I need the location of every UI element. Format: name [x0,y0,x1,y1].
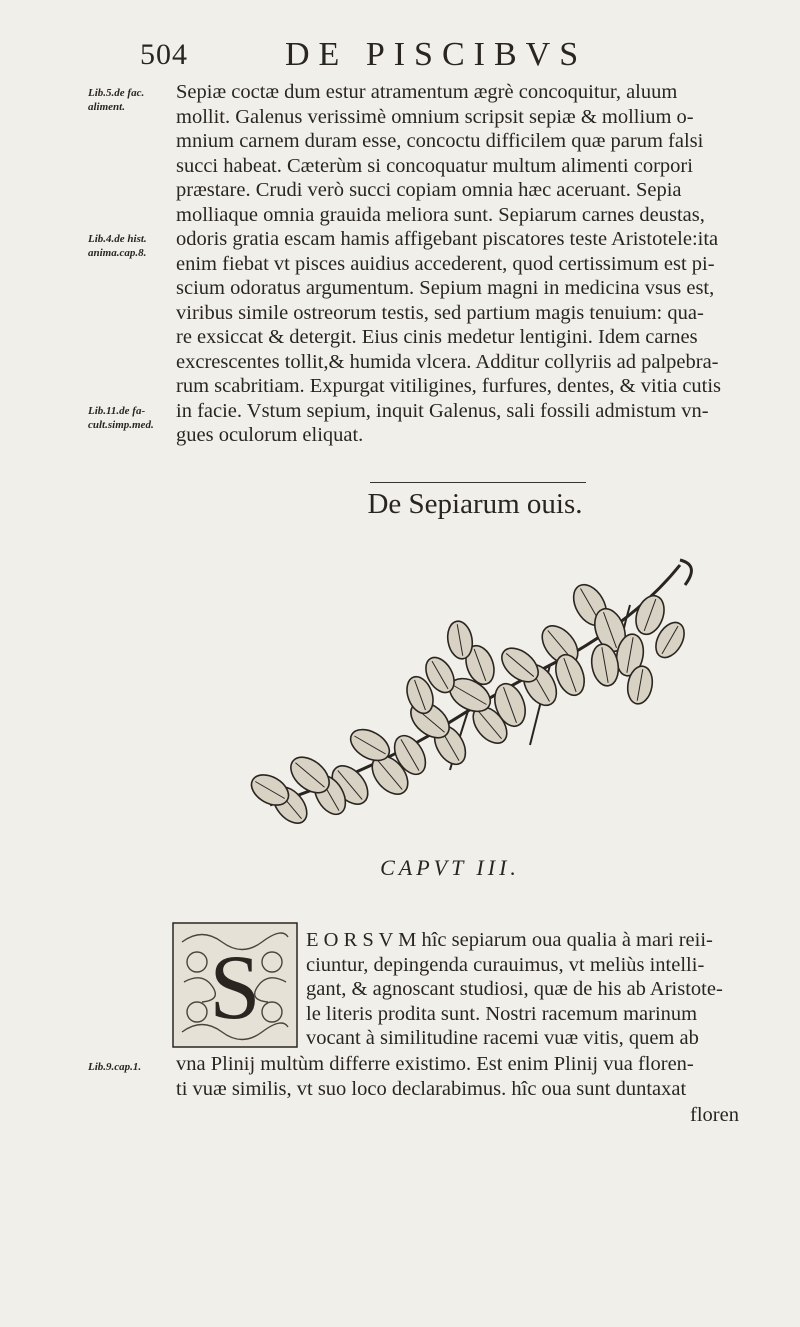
page-header [140,36,700,76]
section-rule [370,482,586,483]
text-line: E O R S V M hîc sepiarum oua qualia à mari reii- [306,929,713,951]
text-line: Sepiæ coctæ dum estur atramentum ægrè concoquitur, aluum [176,81,678,103]
text-line: molliaque omnia grauida meliora sunt. Sepiarum carnes deustas, [176,203,705,226]
text-line: in facie. Vstum sepium, inquit Galenus, sali fossili admistum vn- [176,399,709,422]
chapter-paragraph [306,928,766,1051]
text-line: re exsiccat & detergit. Eius cinis medetur lentigini. Idem carnes [176,326,698,348]
catchword: floren [690,1104,739,1126]
chapter-paragraph-continued [176,1052,756,1101]
margin-note: Lib.5.de fac. aliment. [88,87,145,113]
text-line: succi habeat. Cæterùm si concoquatur multum alimenti corpori [176,154,693,177]
text-line: rum scabritiam. Expurgat vitiligines, furfures, dentes, & vitia cutis [176,375,722,397]
margin-note: Lib.11.de fa- cult.simp.med. [88,405,154,431]
text-line: præstare. Crudi verò succi copiam omnia hæc aceruant. Sepia [176,179,682,201]
text-line: ciuntur, depingenda curauimus, vt meliùs intelli- [306,953,705,976]
margin-note: Lib.9.cap.1. [88,1061,142,1073]
section-title: De Sepiarum ouis. [367,488,583,520]
text-line: viribus simile ostreorum testis, sed partium magis tenuium: qua- [176,301,704,324]
text-line: scium odoratus argumentum. Sepium magni in medicina vsus est, [176,277,715,299]
text-line: ti vuæ similis, vt suo loco declarabimus. hîc oua sunt duntaxat [176,1077,687,1100]
margin-note: Lib.4.de hist. anima.cap.8. [88,233,147,259]
text-line: mnium carnem duram esse, concoctu difficilem quæ parum falsi [176,130,704,152]
text-line: odoris gratia escam hamis affigebant piscatores teste Aristotele:ita [176,228,719,250]
text-line: gant, & agnoscant studiosi, quæ de his ab Aristote- [306,978,723,1000]
running-title: DE PISCIBVS [285,36,588,73]
text-line: gues oculorum eliquat. [176,424,364,446]
text-line: vna Plinij multùm differre existimo. Est enim Plinij vua floren- [176,1053,694,1075]
text-line: le literis prodita sunt. Nostri racemum marinum [306,1002,698,1025]
text-line: enim fiebat vt pisces auidius accederent, quod certissimum est pi- [176,252,715,275]
page-number: 504 [140,38,188,71]
chapter-heading: CAPVT III. [380,855,520,880]
decorated-initial [172,922,298,1048]
body-paragraph [176,80,756,448]
sepia-eggs-illustration [210,545,710,845]
initial-letter: S [209,936,261,1038]
text-line: mollit. Galenus verissimè omnium scripsit sepiæ & mollium o- [176,105,694,128]
text-line: excrescentes tollit,& humida vlcera. Additur collyriis ad palpebra- [176,350,719,373]
text-line: vocant à similitudine racemi vuæ vitis, quem ab [306,1027,699,1049]
